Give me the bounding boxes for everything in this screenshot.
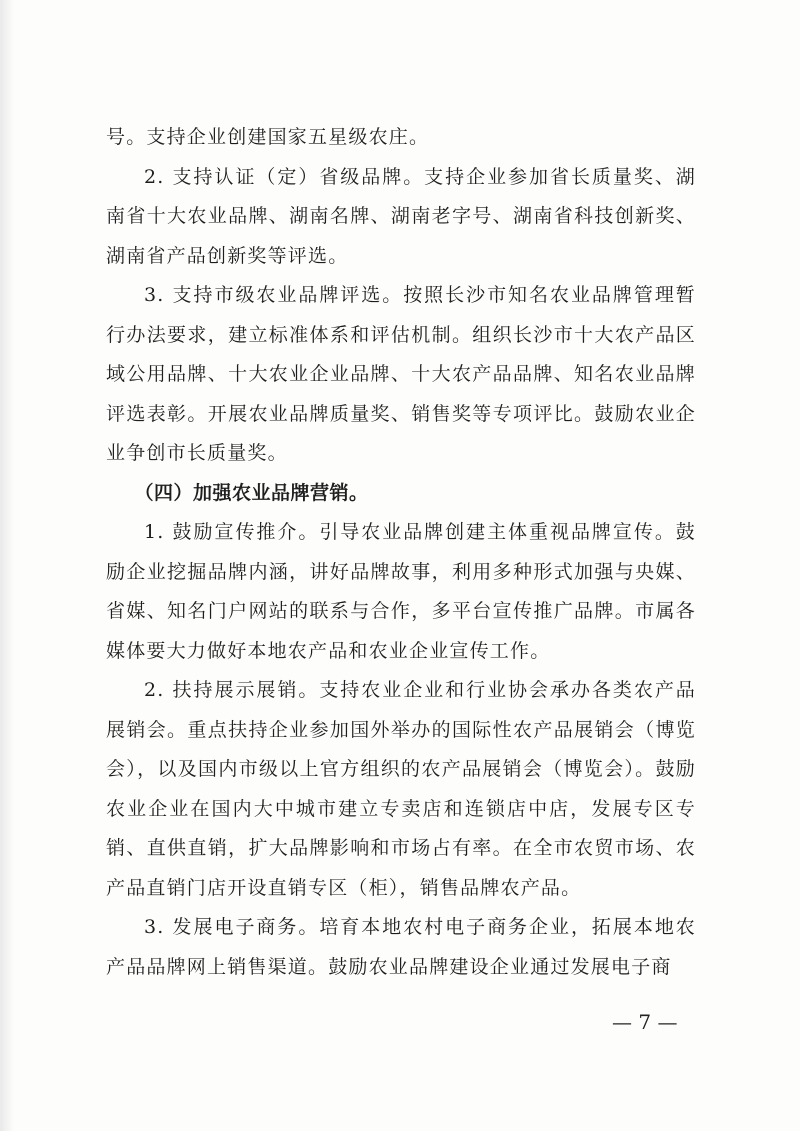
- page-number: — 7 —: [612, 1010, 678, 1034]
- paragraph-provincial-brand: 2. 支持认证（定）省级品牌。支持企业参加省长质量奖、湖南省十大农业品牌、湖南名牌、湖南老字号、湖南省科技创新奖、湖南省产品创新奖等评选。: [106, 165, 696, 267]
- section-heading-marketing: （四）加强农业品牌营销。: [134, 481, 369, 504]
- paragraph-exhibition: 2. 扶持展示展销。支持农业企业和行业协会承办各类农产品展销会。重点扶持企业参加国外举办的国际性农产品展销会（博览会），以及国内市级以上官方组织的农产品展销会（博览会）。鼓励农业企业在国内大中城市建立专卖店和连锁店中店，发展专区专销、直供直销，扩大品牌影响和市场占有率。在全市农贸市场、农产品直销门店开设直销专区（柜），销售品牌农产品。: [106, 679, 696, 899]
- paragraph-municipal-brand: 3. 支持市级农业品牌评选。按照长沙市知名农业品牌管理暂行办法要求，建立标准体系和评估机制。组织长沙市十大农产品区域公用品牌、十大农业企业品牌、十大农产品品牌、知名农业品牌评选表彰。开展农业品牌质量奖、销售奖等专项评比。鼓励农业企业争创市长质量奖。: [106, 284, 696, 464]
- paragraph-continuation: 号。支持企业创建国家五星级农庄。: [106, 126, 430, 148]
- paragraph-promotion: 1. 鼓励宣传推介。引导农业品牌创建主体重视品牌宣传。鼓励企业挖掘品牌内涵，讲好品牌故事，利用多种形式加强与央媒、省媒、知名门户网站的联系与合作，多平台宣传推广品牌。市属各媒体要大力做好本地农产品和农业企业宣传工作。: [106, 521, 696, 662]
- paragraph-ecommerce: 3. 发展电子商务。培育本地农村电子商务企业，拓展本地农产品品牌网上销售渠道。鼓励农业品牌建设企业通过发展电子商: [106, 916, 696, 978]
- scan-shadow-edge: [0, 0, 14, 1131]
- document-body: [106, 118, 696, 987]
